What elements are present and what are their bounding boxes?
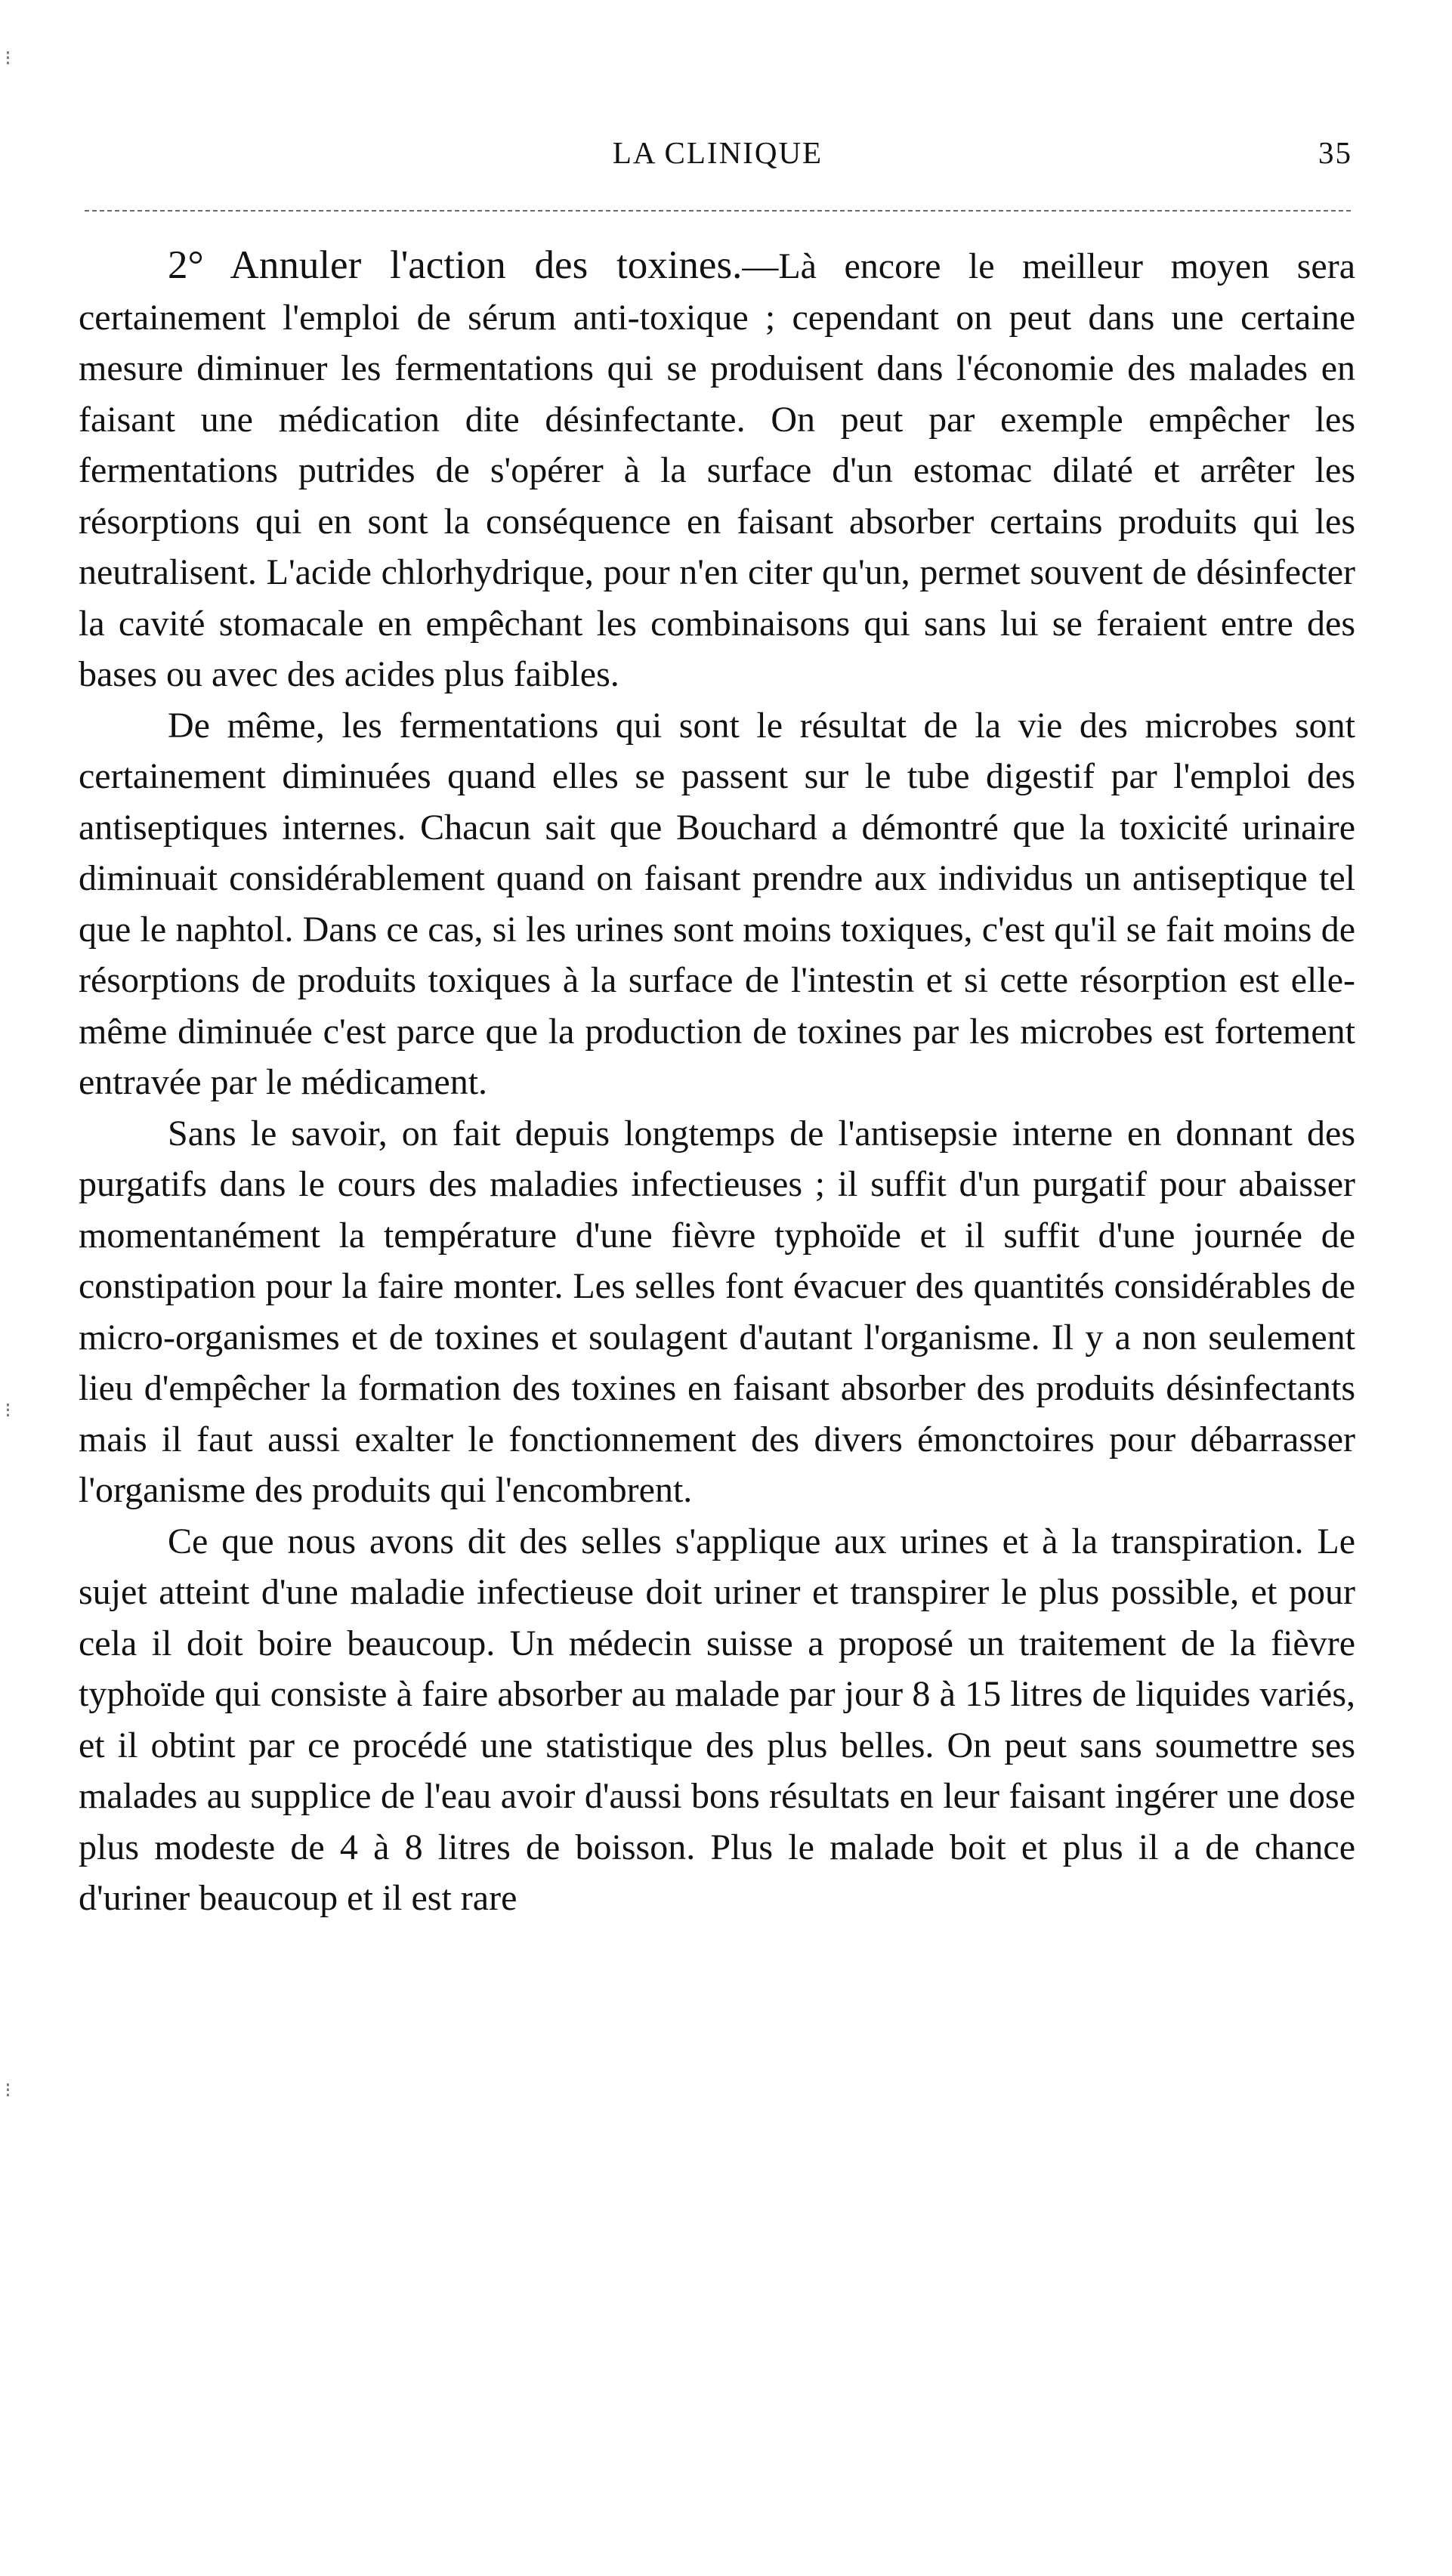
margin-speck: ⁝ xyxy=(5,1398,11,1422)
paragraph xyxy=(79,700,1355,1108)
paragraph-text: Sans le savoir, on fait depuis longtemps de l'antisepsie interne en donnant des purgatifs dans le cours des maladies infectieuses ; il suffit d'un purgatif pour abaisser momentanément la température d'une fièvre typhoïde et il suffit d'une journée de constipation pour la faire monter. Les selles font évacuer des quantités considérables de micro-organismes et de toxines et soulagent d'autant l'organisme. Il y a non seulement lieu d'empêcher la formation des toxines en faisant absorber des produits désinfectants mais il faut aussi exalter le fonctionnement des divers émonctoires pour débarrasser l'organisme des produits qui l'encombrent. xyxy=(79,1113,1355,1510)
paragraph-text: Ce que nous avons dit des selles s'applique aux urines et à la transpiration. Le sujet atteint d'une maladie infectieuse doit uriner et transpirer le plus possible, et pour cela il doit boire beaucoup. Un médecin suisse a proposé un traitement de la fièvre typhoïde qui consiste à faire absorber au malade par jour 8 à 15 litres de liquides variés, et il obtint par ce procédé une statistique des plus belles. On peut sans soumettre ses malades au supplice de l'eau avoir d'aussi bons résultats en leur faisant ingérer une dose plus modeste de 4 à 8 litres de boisson. Plus le malade boit et plus il a de chance d'uriner beaucoup et il est rare xyxy=(79,1521,1355,1918)
paragraph-text: De même, les fermentations qui sont le résultat de la vie des microbes sont certainement diminuées quand elles se passent sur le tube digestif par l'emploi des antiseptiques internes. Chacun sait que Bouchard a démontré que la toxicité urinaire diminuait considérablement quand on faisant prendre aux individus un antiseptique tel que le naphtol. Dans ce cas, si les urines sont moins toxiques, c'est qu'il se fait moins de résorptions de produits toxiques à la surface de l'intestin et si cette résorption est elle-même diminuée c'est parce que la production de toxines par les microbes est fortement entravée par le médicament. xyxy=(79,705,1355,1102)
running-title: LA CLINIQUE xyxy=(612,135,823,170)
page-number: 35 xyxy=(1318,135,1352,170)
margin-speck: ⁝ xyxy=(5,2077,11,2102)
paragraph xyxy=(79,240,1355,700)
paragraph xyxy=(79,1516,1355,1924)
margin-speck: ⁝ xyxy=(5,45,11,70)
paragraph xyxy=(79,1108,1355,1516)
header-rule xyxy=(85,210,1351,212)
body-text xyxy=(79,240,1355,1924)
paragraph-text: —Là encore le meilleur moyen sera certainement l'emploi de sérum anti-toxique ; cependant on peut dans une certaine mesure diminuer les fermentations qui se produisent dans l'économie des malades en faisant une médication dite désinfectante. On peut par exemple empêcher les fermentations putrides de s'opérer à la surface d'un estomac dilaté et arrêter les résorptions qui en sont la conséquence en faisant absorber certains produits qui les neutralisent. L'acide chlorhydrique, pour n'en citer qu'un, permet souvent de désinfecter la cavité stomacale en empêchant les combinaisons qui sans lui se feraient entre des bases ou avec des acides plus faibles. xyxy=(79,246,1356,694)
running-head xyxy=(83,134,1352,180)
section-heading: 2° Annuler l'action des toxines. xyxy=(168,243,743,287)
